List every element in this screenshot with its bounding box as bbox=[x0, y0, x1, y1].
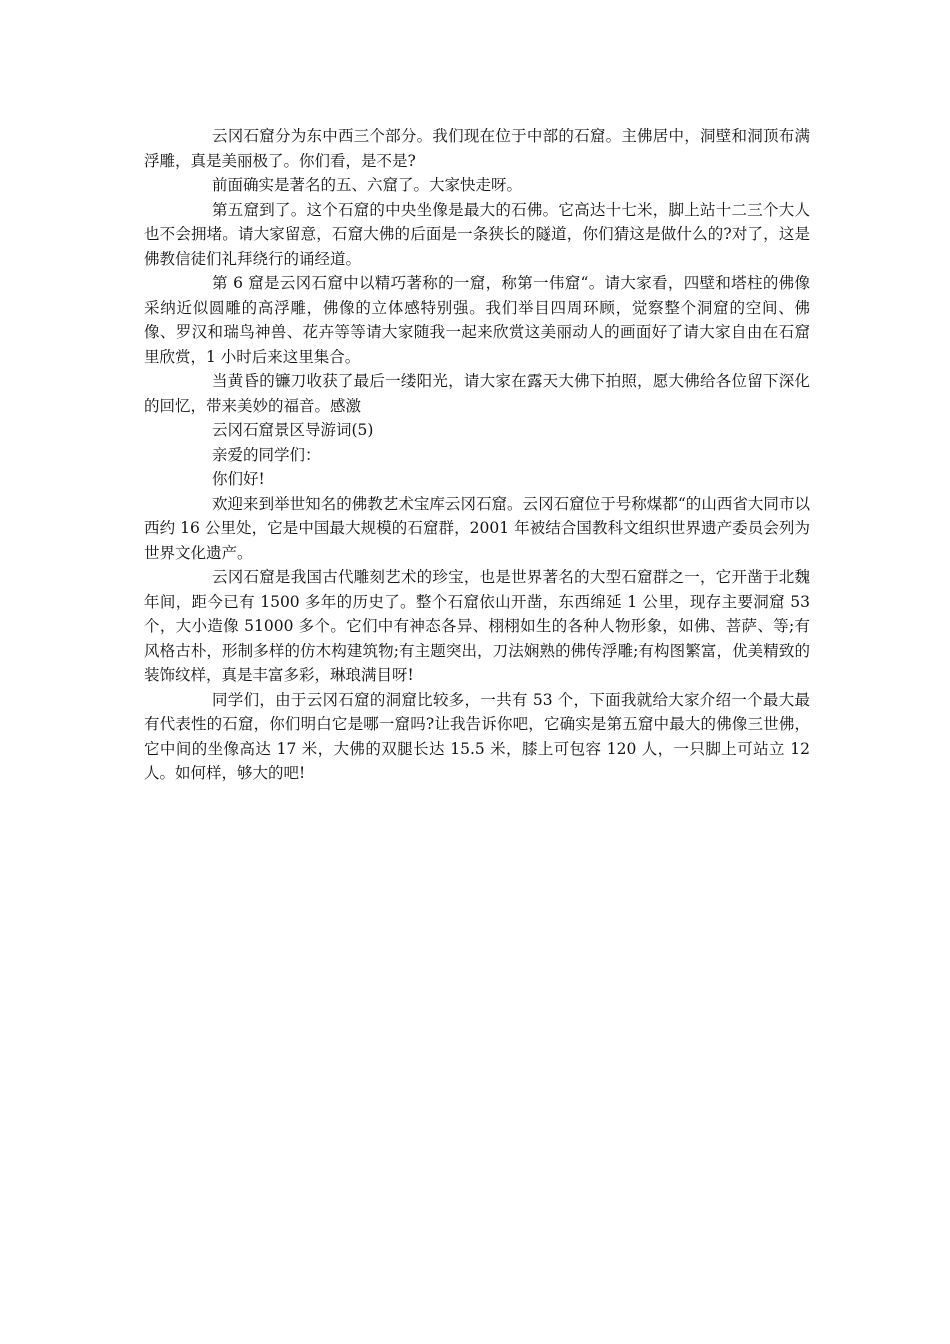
paragraph: 第五窟到了。这个石窟的中央坐像是最大的石佛。它高达十七米，脚上站十二三个大人也不会拥堵。请大家留意，石窟大佛的后面是一条狭长的隧道，你们猜这是做什么的?对了，这是佛教信徒们礼拜绕行的诵经道。 bbox=[144, 200, 810, 268]
document-body bbox=[144, 124, 810, 786]
paragraph: 欢迎来到举世知名的佛教艺术宝库云冈石窟。云冈石窟位于号称煤都“的山西省大同市以西约 16 公里处，它是中国最大规模的石窟群，2001 年被结合国教科文组织世界遗产委员会列为世界文化遗产。 bbox=[144, 494, 810, 562]
paragraph: 前面确实是著名的五、六窟了。大家快走呀。 bbox=[212, 176, 523, 194]
greeting: 你们好! bbox=[212, 470, 265, 488]
paragraph: 云冈石窟是我国古代雕刻艺术的珍宝，也是世界著名的大型石窟群之一，它开凿于北魏年间，距今已有 1500 多年的历史了。整个石窟依山开凿，东西绵延 1 公里，现存主要洞窟 53 个，大小造像 51000 多个。它们中有神态各异、栩栩如生的各种人物形象，如佛、菩萨、等;有风格古朴，形制多样的仿木构建筑物;有主题突出，刀法娴熟的佛传浮雕;有构图繁富，优美精致的装饰纹样，真是丰富多彩，琳琅满目呀! bbox=[144, 568, 810, 684]
section-heading: 云冈石窟景区导游词(5) bbox=[212, 421, 374, 439]
paragraph: 云冈石窟分为东中西三个部分。我们现在位于中部的石窟。主佛居中，洞壁和洞顶布满浮雕，真是美丽极了。你们看，是不是? bbox=[144, 127, 810, 170]
paragraph: 第 6 窟是云冈石窟中以精巧著称的一窟，称第一伟窟“。请大家看，四壁和塔柱的佛像采纳近似圆雕的高浮雕，佛像的立体感特别强。我们举目四周环顾，觉察整个洞窟的空间、佛像、罗汉和瑞鸟神兽、花卉等等请大家随我一起来欣赏这美丽动人的画面好了请大家自由在石窟里欣赏，1 小时后来这里集合。 bbox=[144, 274, 810, 366]
paragraph: 当黄昏的镰刀收获了最后一缕阳光，请大家在露天大佛下拍照，愿大佛给各位留下深化的回忆，带来美妙的福音。感激 bbox=[144, 372, 810, 415]
salutation: 亲爱的同学们： bbox=[212, 445, 321, 464]
paragraph: 同学们，由于云冈石窟的洞窟比较多，一共有 53 个，下面我就给大家介绍一个最大最有代表性的石窟，你们明白它是哪一窟吗?让我告诉你吧，它确实是第五窟中最大的佛像三世佛，它中间的坐像高达 17 米，大佛的双腿长达 15.5 米，膝上可包容 120 人，一只脚上可站立 12 人。如何样，够大的吧! bbox=[144, 690, 810, 782]
